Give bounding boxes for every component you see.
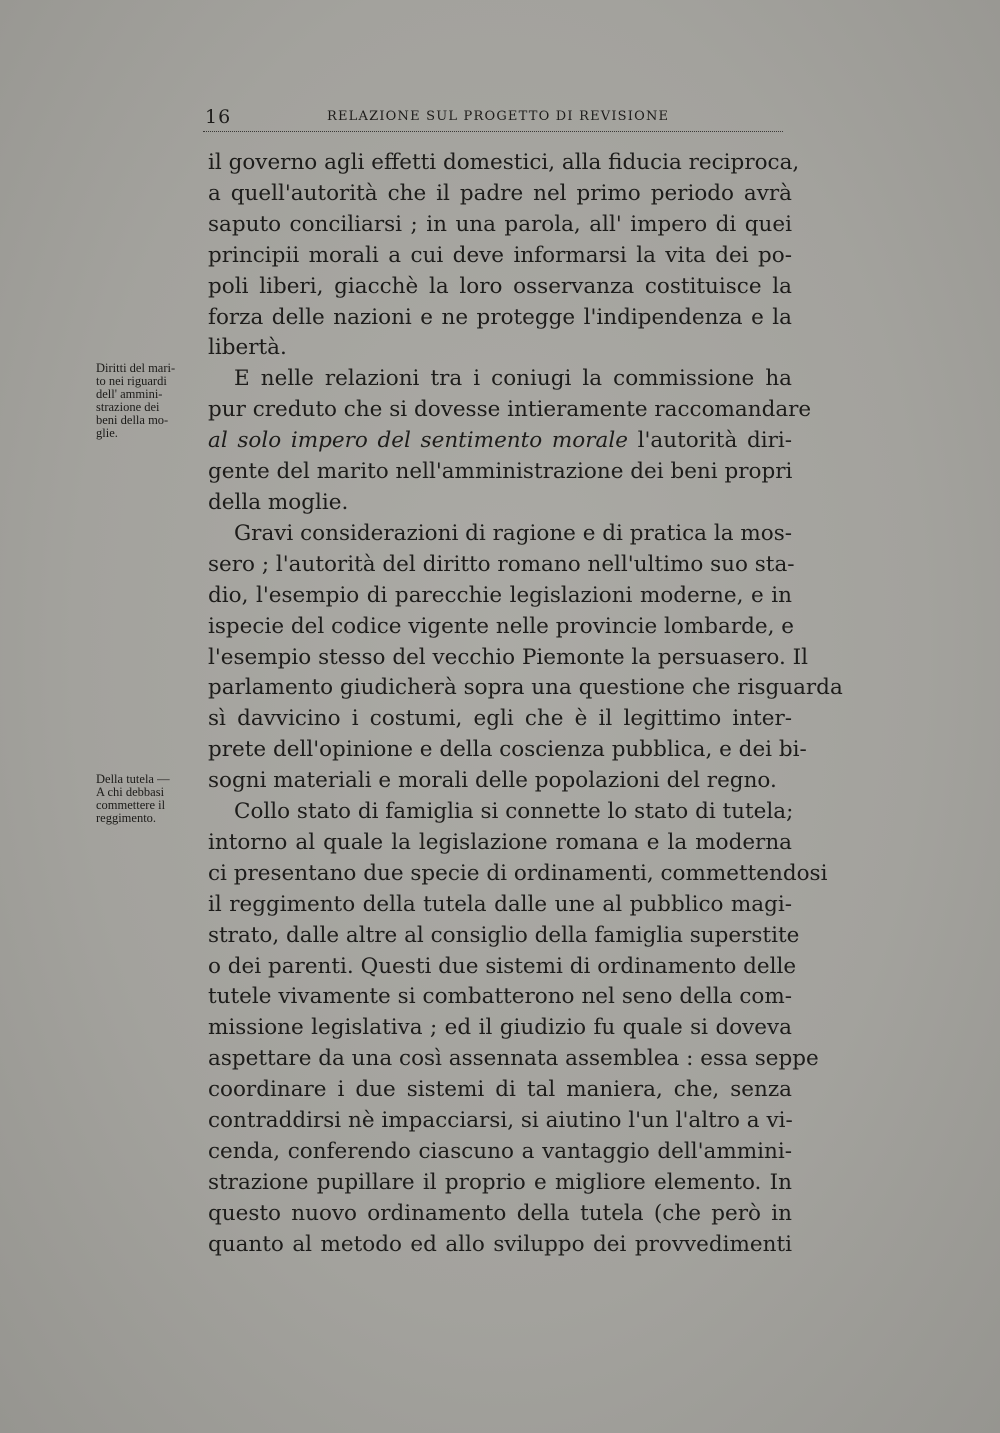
text-line: ispecie del codice vigente nelle provincie lombarde, e [208,613,795,639]
text-line: quanto al metodo ed allo sviluppo dei provvedimenti [208,1231,792,1257]
page-header [205,104,785,132]
text-line: contraddirsi nè impacciarsi, si aiutino l'un l'altro a vi- [208,1108,793,1134]
text-line: poli liberi, giacchè la loro osservanza costituisce la [208,273,792,299]
text-line: strazione pupillare il proprio e migliore elemento. In [208,1169,792,1195]
text-line: strato, dalle altre al consiglio della famiglia superstite [208,922,800,948]
margin-note-line: dell' ammini- [96,387,163,401]
text-line: gente del marito nell'amministrazione dei beni propri [208,459,793,485]
text-line-italic-mix [208,426,792,457]
margin-note-line: glie. [96,426,118,440]
margin-note-line: strazione dei [96,400,160,414]
margin-note-line: beni della mo- [96,413,169,427]
italic-phrase: al solo impero del sentimento morale [208,428,628,454]
margin-note-guardianship [96,773,208,825]
page-number: 16 [205,106,232,128]
margin-note-line: Diritti del mari- [96,361,176,375]
text-line: Gravi considerazioni di ragione e di pratica la mos- [234,520,792,546]
text-line: prete dell'opinione e della coscienza pubblica, e dei bi- [208,737,807,763]
text-line: questo nuovo ordinamento della tutela (che però in [208,1200,792,1226]
text-line: coordinare i due sistemi di tal maniera, che, senza [208,1077,792,1103]
text-line: Collo stato di famiglia si connette lo stato di tutela; [234,799,794,825]
text-line: a quell'autorità che il padre nel primo periodo avrà [208,180,792,206]
body-text [208,148,843,1261]
text-line: della moglie. [208,489,349,515]
text-line: saputo conciliarsi ; in una parola, all' impero di quei [208,211,792,237]
margin-note-line: to nei riguardi [96,374,167,388]
text-line: tutele vivamente si combatterono nel seno della com- [208,984,792,1010]
text-line: sì davvicino i costumi, egli che è il legittimo inter- [208,706,792,732]
margin-note-line: A chi debbasi [96,785,165,799]
text-line: pur creduto che si dovesse intieramente raccomandare [208,397,812,423]
text-line: libertà. [208,335,287,361]
text-line: parlamento giudicherà sopra una questione che risguarda [208,675,843,701]
text-fragment: l'autorità diri- [627,428,793,454]
text-line: l'esempio stesso del vecchio Piemonte la persuasero. Il [208,644,809,670]
text-line: ci presentano due specie di ordinamenti, commettendosi [208,860,828,886]
text-line: sero ; l'autorità del diritto romano nell'ultimo suo sta- [208,551,795,577]
text-line: cenda, conferendo ciascuno a vantaggio dell'ammini- [208,1139,792,1164]
text-line: sogni materiali e morali delle popolazioni del regno. [208,768,777,794]
text-line: o dei parenti. Questi due sistemi di ordinamento delle [208,953,797,979]
margin-note-line: reggimento. [96,811,157,825]
margin-note-line: commettere il [96,798,166,812]
text-line: E nelle relazioni tra i coniugi la commissione ha [234,366,792,392]
text-line: aspettare da una così assennata assemblea : essa seppe [208,1046,819,1072]
text-line: intorno al quale la legislazione romana e la moderna [208,829,792,855]
text-line: il governo agli effetti domestici, alla fiducia reciproca, [208,150,800,175]
margin-note-husband-rights [96,362,208,440]
text-line: il reggimento della tutela dalle une al pubblico magi- [208,891,792,917]
text-line: principii morali a cui deve informarsi la vita dei po- [208,242,792,268]
running-title: RELAZIONE SUL PROGETTO DI REVISIONE [327,109,670,124]
margin-note-line: Della tutela — [96,772,170,786]
header-rule [203,131,783,132]
text-line: dio, l'esempio di parecchie legislazioni moderne, e in [208,582,792,608]
text-line: forza delle nazioni e ne protegge l'indipendenza e la [208,304,792,330]
text-line: missione legislativa ; ed il giudizio fu quale si doveva [208,1015,792,1041]
